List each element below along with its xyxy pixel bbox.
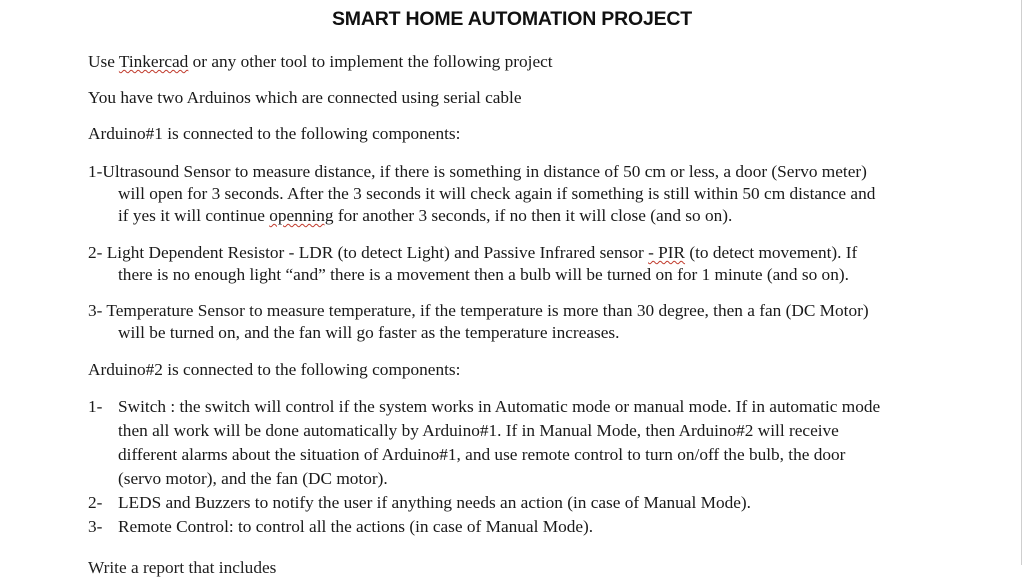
arduino2-item-3-line-1: Remote Control: to control all the actions (in case of Manual Mode). xyxy=(118,517,594,536)
arduino2-item-2-number: 2- xyxy=(88,493,103,512)
arduino2-heading: Arduino#2 is connected to the following components: xyxy=(88,360,461,379)
arduino1-item-1-line-1: 1-Ultrasound Sensor to measure distance, if there is something in distance of 50 cm or less, a door (Servo meter) xyxy=(88,162,867,181)
arduino1-item-2-line-1 xyxy=(88,242,948,264)
arduino1-item-1-line-2: will open for 3 seconds. After the 3 seconds it will check again if something is still within 50 cm distance and xyxy=(118,184,876,203)
pir-flagged-text: - PIR xyxy=(648,243,686,262)
arduino2-item-1-line-4: (servo motor), and the fan (DC motor). xyxy=(118,469,388,488)
arduino1-item-1-line-3 xyxy=(118,205,978,227)
intro-paragraph xyxy=(88,51,948,73)
arduino2-item-1-line-1: Switch : the switch will control if the system works in Automatic mode or manual mode. If in automatic mode xyxy=(118,397,881,416)
arduino1-item-3-line-2: will be turned on, and the fan will go faster as the temperature increases. xyxy=(118,323,620,342)
arduino1-item-2-line-2: there is no enough light “and” there is a movement then a bulb will be turned on for 1 minute (and so on). xyxy=(118,265,849,284)
misspelled-word: openning xyxy=(269,206,334,225)
arduino1-item-3-line-1: 3- Temperature Sensor to measure temperature, if the temperature is more than 30 degree, then a fan (DC Motor) xyxy=(88,301,869,320)
text-segment: if yes it will continue xyxy=(118,206,270,225)
arduino1-heading: Arduino#1 is connected to the following components: xyxy=(88,124,461,143)
arduino2-item-1-number: 1- xyxy=(88,397,103,416)
text-segment: for another 3 seconds, if no then it will close (and so on). xyxy=(333,206,733,225)
text-segment: (to detect movement). If xyxy=(685,243,858,262)
arduinos-paragraph: You have two Arduinos which are connected using serial cable xyxy=(88,88,522,107)
document-title: SMART HOME AUTOMATION PROJECT xyxy=(331,8,692,30)
arduino2-item-1-line-2: then all work will be done automatically by Arduino#1. If in Manual Mode, then Arduino#2 will receive xyxy=(118,421,839,440)
page-right-edge xyxy=(1021,0,1022,565)
arduino2-item-3-number: 3- xyxy=(88,517,103,536)
arduino2-item-2-line-1: LEDS and Buzzers to notify the user if anything needs an action (in case of Manual Mode). xyxy=(118,493,751,512)
text-segment: 2- Light Dependent Resistor - LDR (to detect Light) and Passive Infrared sensor xyxy=(88,243,649,262)
intro-pre: Use xyxy=(88,52,119,71)
cutoff-paragraph: Write a report that includes xyxy=(88,558,277,577)
tinkercad-word: Tinkercad xyxy=(118,52,189,71)
arduino2-item-1-line-3: different alarms about the situation of Arduino#1, and use remote control to turn on/off the bulb, the door xyxy=(118,445,846,464)
intro-post: or any other tool to implement the following project xyxy=(188,52,553,71)
